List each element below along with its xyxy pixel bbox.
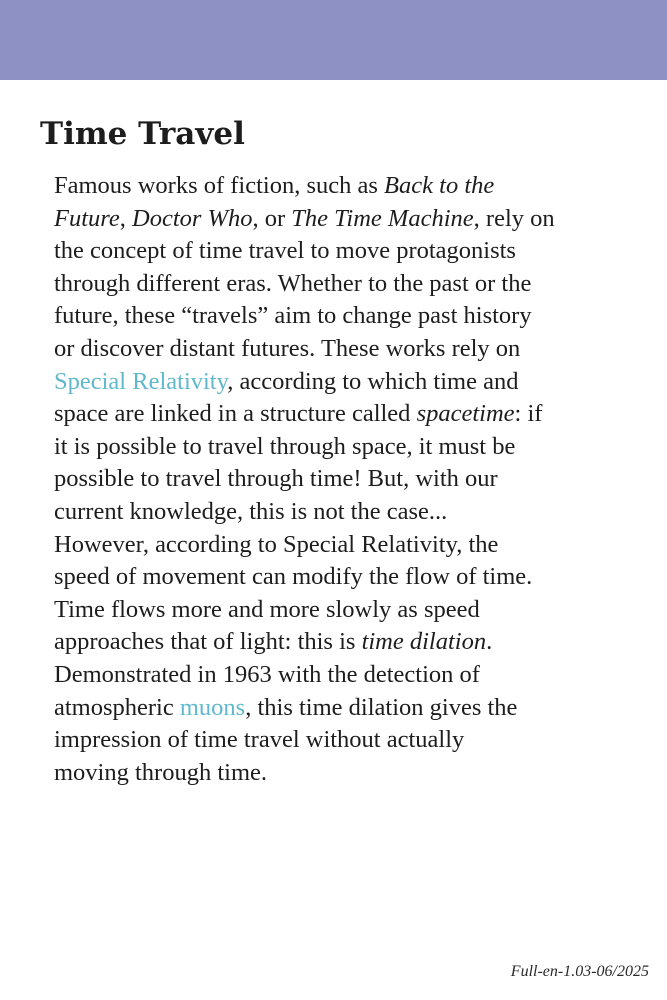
body-line	[54, 203, 644, 236]
text-span: : if	[514, 400, 543, 428]
body-line: through different eras. Whether to the past or the	[54, 269, 532, 297]
body-line: impression of time travel without actually	[54, 726, 465, 754]
text-span: , according to which time and	[227, 367, 519, 395]
body-line	[54, 398, 644, 431]
special-relativity-link[interactable]: Special Relativity	[54, 367, 228, 395]
body-line	[54, 692, 644, 725]
article-body	[54, 170, 644, 789]
text-span: ,	[119, 204, 133, 232]
body-line: moving through time.	[54, 758, 267, 786]
body-line: Demonstrated in 1963 with the detection of	[54, 660, 480, 688]
version-label: Full-en-1.03-06/2025	[510, 963, 649, 980]
text-span: , or	[252, 204, 292, 232]
text-span: space are linked in a structure called	[54, 400, 417, 428]
italic-title: Doctor Who	[132, 204, 253, 232]
italic-term: time dilation	[361, 628, 487, 656]
body-line: Time flows more and more slowly as speed	[54, 595, 480, 623]
body-line	[54, 366, 644, 399]
body-line: future, these “travels” aim to change past history	[54, 302, 532, 330]
body-line: it is possible to travel through space, it must be	[54, 432, 516, 460]
text-span: atmospheric	[54, 693, 180, 721]
text-span: approaches that of light: this is	[54, 628, 362, 656]
body-line	[54, 170, 644, 203]
body-line: speed of movement can modify the flow of time.	[54, 563, 533, 591]
body-line: or discover distant futures. These works rely on	[54, 334, 521, 362]
muons-link[interactable]: muons	[179, 693, 246, 721]
header-band	[0, 0, 667, 80]
body-line: possible to travel through time! But, with our	[54, 465, 498, 493]
text-span: , this time dilation gives the	[245, 693, 518, 721]
text-span: Famous works of fiction, such as	[54, 172, 385, 199]
italic-term: spacetime	[416, 400, 515, 428]
italic-title: Back to the	[384, 172, 495, 199]
text-span: .	[486, 628, 493, 656]
body-line: current knowledge, this is not the case...	[54, 497, 448, 525]
body-line: However, according to Special Relativity, the	[54, 530, 499, 558]
italic-title: The Time Machine	[291, 204, 474, 232]
body-line	[54, 626, 644, 659]
page-title: Time Travel	[40, 116, 245, 152]
text-span: , rely on	[473, 204, 555, 232]
body-line: the concept of time travel to move protagonists	[54, 237, 516, 265]
italic-title: Future	[54, 204, 120, 232]
